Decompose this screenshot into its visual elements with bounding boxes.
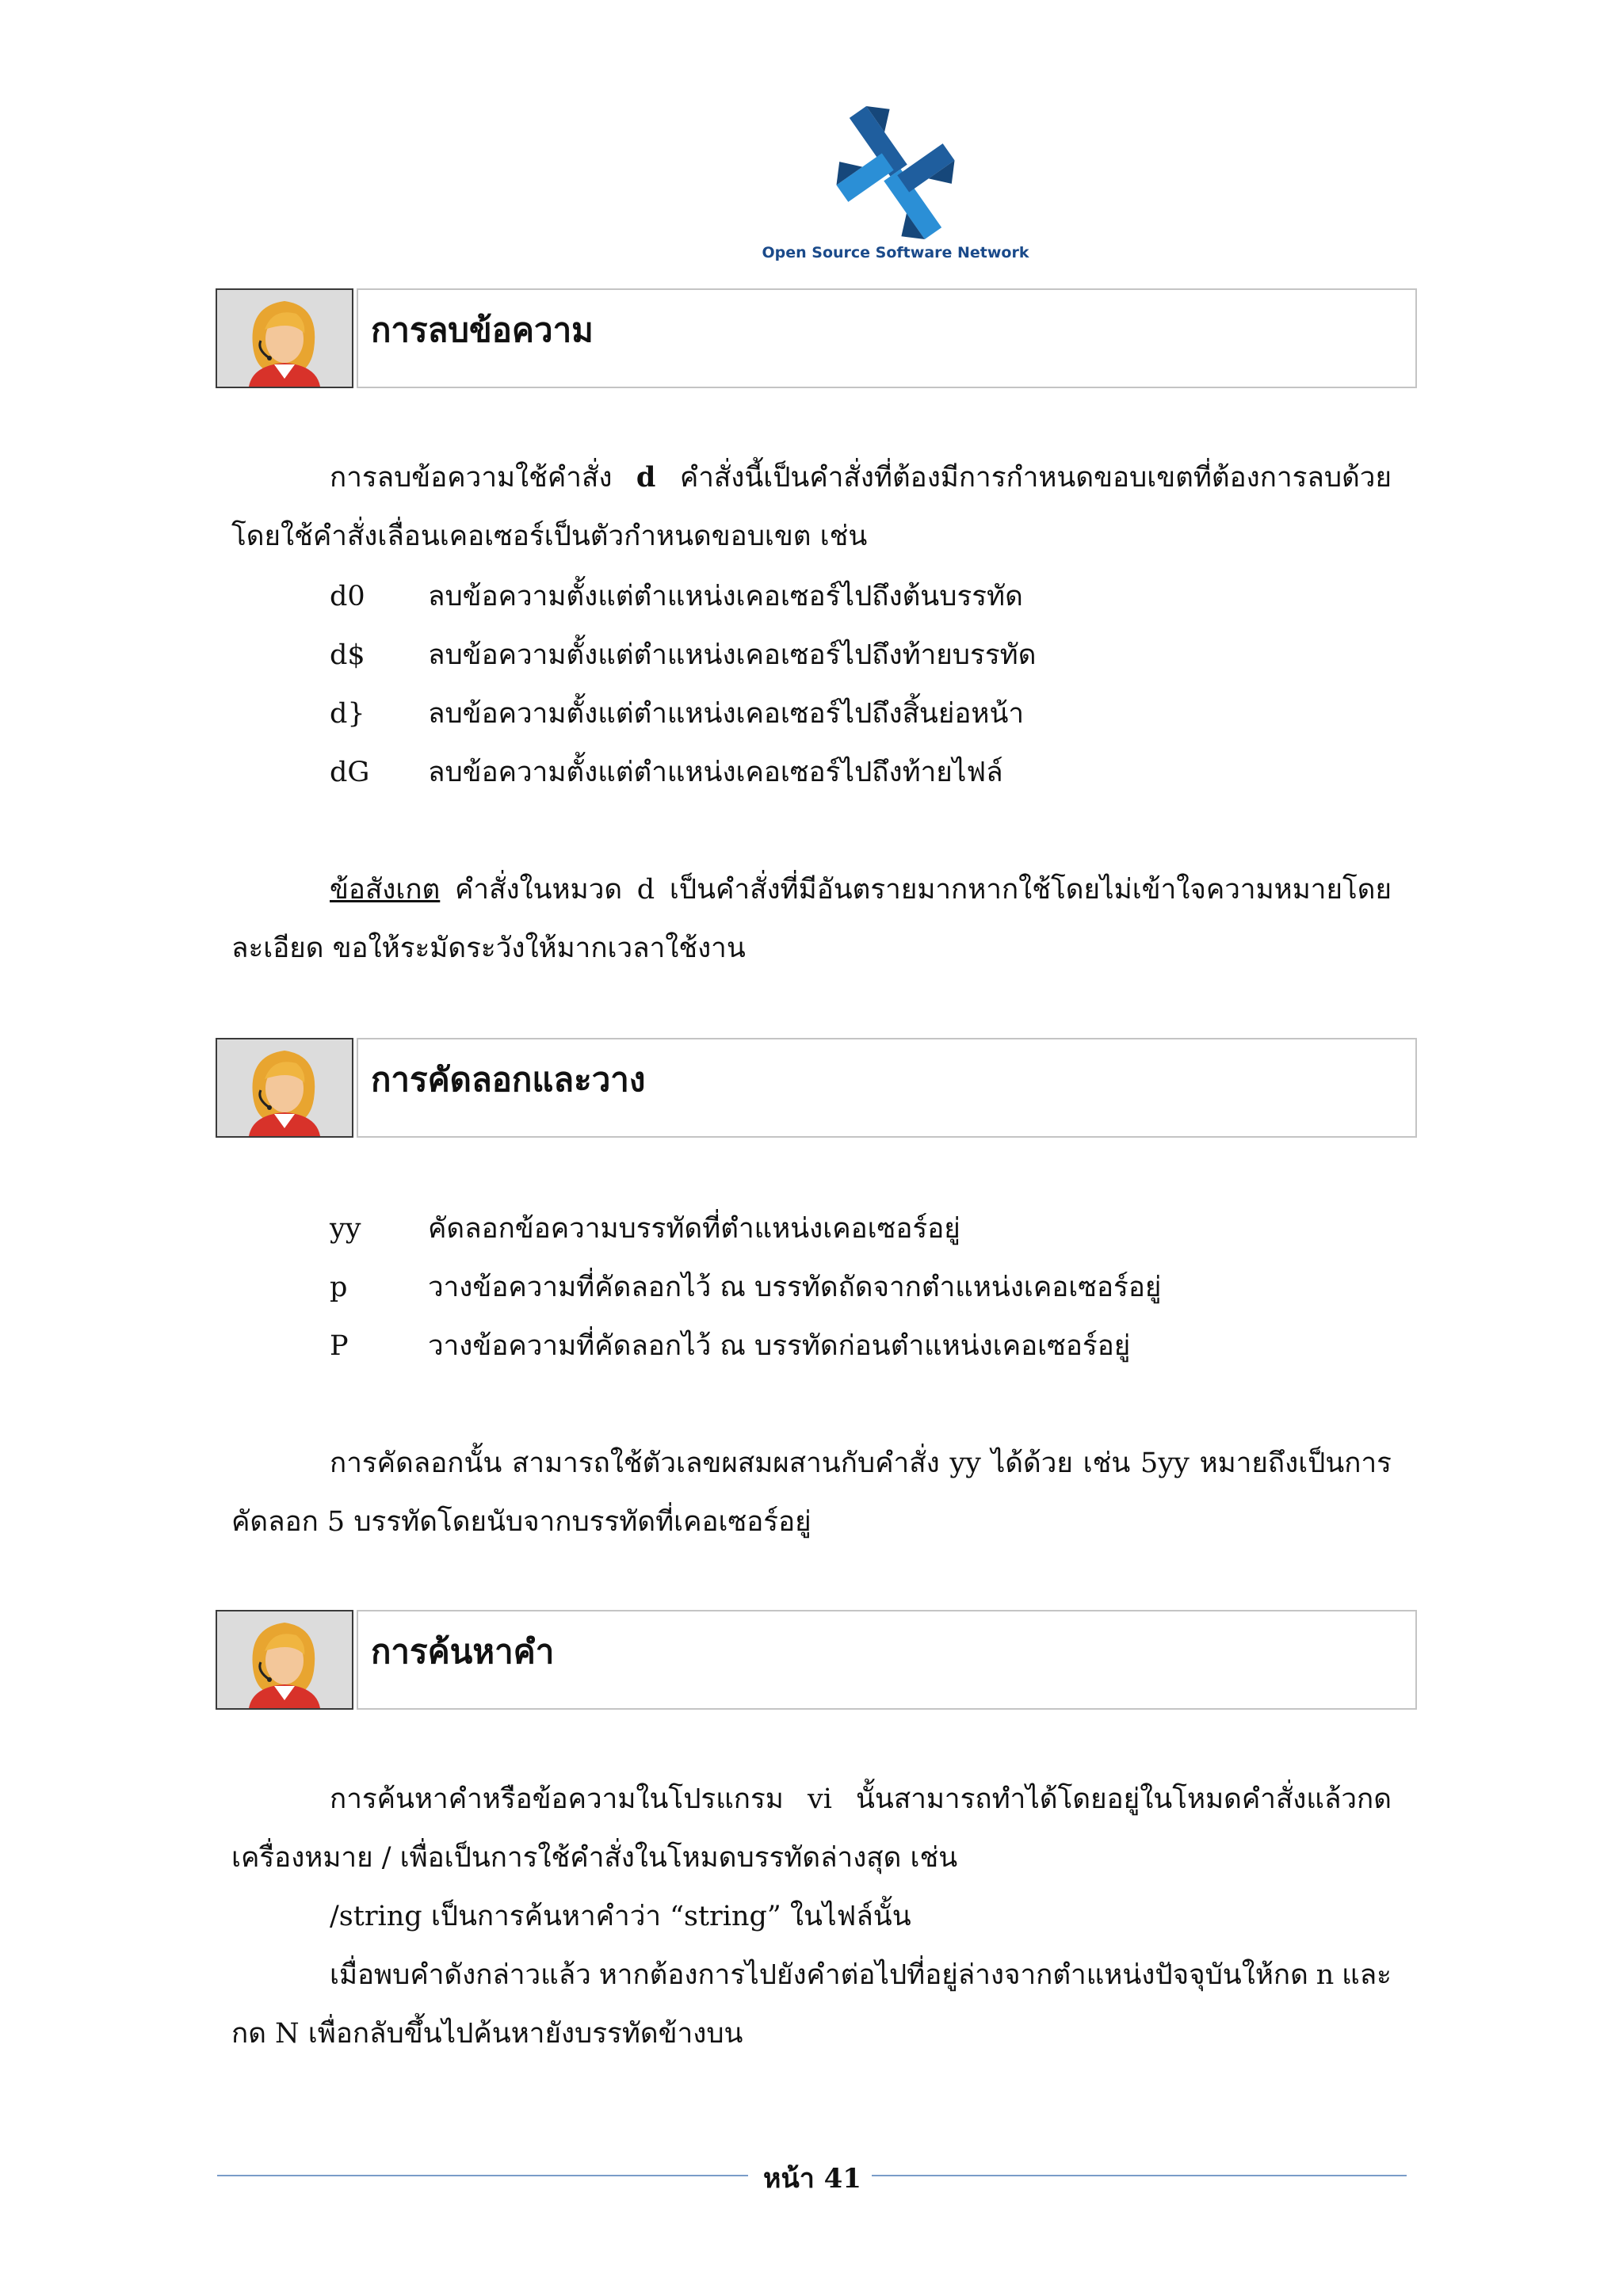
paragraph-line (330, 460, 1392, 496)
text-span: การคัดลอกนั้น (330, 1447, 502, 1479)
text-span: การค้นหาคำหรือข้อความในโปรแกรม (330, 1783, 784, 1815)
avatar (216, 1610, 353, 1710)
text-span: คำสั่งนี้เป็นคำสั่งที่ต้องมีการกำหนดขอบเขตที่ต้องการลบด้วย (679, 462, 1392, 494)
command-key: yy (330, 1213, 361, 1245)
paragraph-line: กด N เพื่อกลับขึ้นไปค้นหายังบรรทัดข้างบน (231, 2018, 743, 2050)
section-title: การลบข้อความ (371, 311, 594, 349)
command-inline: yy (949, 1447, 981, 1479)
note-line (330, 871, 1392, 908)
section-title-box (357, 1610, 1417, 1710)
section-heading-copy-paste (216, 1038, 1417, 1139)
paragraph-line: เครื่องหมาย / เพื่อเป็นการใช้คำสั่งในโหมดบรรทัดล่างสุด เช่น (231, 1842, 958, 1874)
paragraph-line (330, 1781, 1392, 1817)
section-heading-delete (216, 288, 1417, 390)
logo-text: Open Source Software Network (762, 244, 1029, 261)
section-title: การคัดลอกและวาง (371, 1060, 646, 1099)
section-heading-search (216, 1610, 1417, 1711)
section-title-box (357, 1038, 1417, 1138)
footer-rule-right (872, 2175, 1407, 2176)
text-span: เช่น (1083, 1447, 1131, 1479)
command-desc: ลบข้อความตั้งแต่ตำแหน่งเคอเซอร์ไปถึงท้ายบรรทัด (428, 639, 1037, 671)
avatar (216, 288, 353, 388)
section-title: การค้นหาคำ (371, 1632, 555, 1671)
text-span: หากต้องการไปยังคำต่อไปที่อยู่ล่างจากตำแหน่งปัจจุบันให้กด (598, 1959, 1308, 1991)
text-span: สามารถใช้ตัวเลขผสมผสานกับคำสั่ง (512, 1447, 940, 1479)
text-span: คำสั่งในหมวด (455, 874, 623, 906)
footer-rule-left (217, 2175, 748, 2176)
command-inline: d (636, 461, 656, 494)
text-span: และ (1342, 1959, 1392, 1991)
command-desc: ลบข้อความตั้งแต่ตำแหน่งเคอเซอร์ไปถึงต้นบรรทัด (428, 581, 1023, 612)
command-key: d} (330, 698, 365, 730)
support-agent-icon (217, 1039, 352, 1136)
command-desc: วางข้อความที่คัดลอกไว้ ณ บรรทัดก่อนตำแหน่งเคอเซอร์อยู่ (428, 1330, 1131, 1362)
avatar (216, 1038, 353, 1138)
paragraph-line: โดยใช้คำสั่งเลื่อนเคอเซอร์เป็นตัวกำหนดขอบเขต เช่น (231, 521, 868, 552)
command-inline: n (1316, 1959, 1335, 1991)
command-desc: ลบข้อความตั้งแต่ตำแหน่งเคอเซอร์ไปถึงท้ายไฟล์ (428, 757, 1003, 788)
section-title-box (357, 288, 1417, 388)
command-inline: d (636, 874, 655, 906)
pinwheel-logo-icon (808, 93, 983, 252)
command-inline: 5yy (1140, 1447, 1190, 1479)
command-desc: วางข้อความที่คัดลอกไว้ ณ บรรทัดถัดจากตำแหน่งเคอเซอร์อยู่ (428, 1272, 1162, 1303)
command-key: p (330, 1272, 348, 1303)
text-span: ได้ด้วย (991, 1447, 1073, 1479)
command-desc: คัดลอกข้อความบรรทัดที่ตำแหน่งเคอเซอร์อยู่ (428, 1213, 960, 1245)
command-inline: vi (807, 1783, 832, 1815)
command-key: d0 (330, 581, 365, 612)
note-line: ละเอียด ขอให้ระมัดระวังให้มากเวลาใช้งาน (231, 933, 746, 964)
text-span: การลบข้อความใช้คำสั่ง (330, 462, 613, 494)
oss-network-logo (737, 86, 1054, 276)
paragraph-line (330, 1445, 1392, 1482)
text-span: เป็นคำสั่งที่มีอันตรายมากหากใช้โดยไม่เข้าใจความหมายโดย (669, 874, 1392, 906)
note-label: ข้อสังเกต (330, 874, 441, 906)
support-agent-icon (217, 290, 352, 387)
paragraph-line (330, 1957, 1392, 1993)
text-span: เมื่อพบคำดังกล่าวแล้ว (330, 1959, 591, 1991)
support-agent-icon (217, 1611, 352, 1708)
page-number: หน้า 41 (763, 2163, 861, 2195)
command-key: d$ (330, 639, 365, 671)
command-desc: ลบข้อความตั้งแต่ตำแหน่งเคอเซอร์ไปถึงสิ้นย่อหน้า (428, 698, 1025, 730)
command-key: dG (330, 757, 370, 788)
text-span: นั้นสามารถทำได้โดยอยู่ในโหมดคำสั่งแล้วกด (855, 1783, 1392, 1815)
paragraph-line: /string เป็นการค้นหาคำว่า “string” ในไฟล์นั้น (330, 1901, 911, 1932)
text-span: หมายถึงเป็นการ (1199, 1447, 1392, 1479)
command-key: P (330, 1330, 349, 1362)
paragraph-line: คัดลอก 5 บรรทัดโดยนับจากบรรทัดที่เคอเซอร์อยู่ (231, 1506, 812, 1538)
